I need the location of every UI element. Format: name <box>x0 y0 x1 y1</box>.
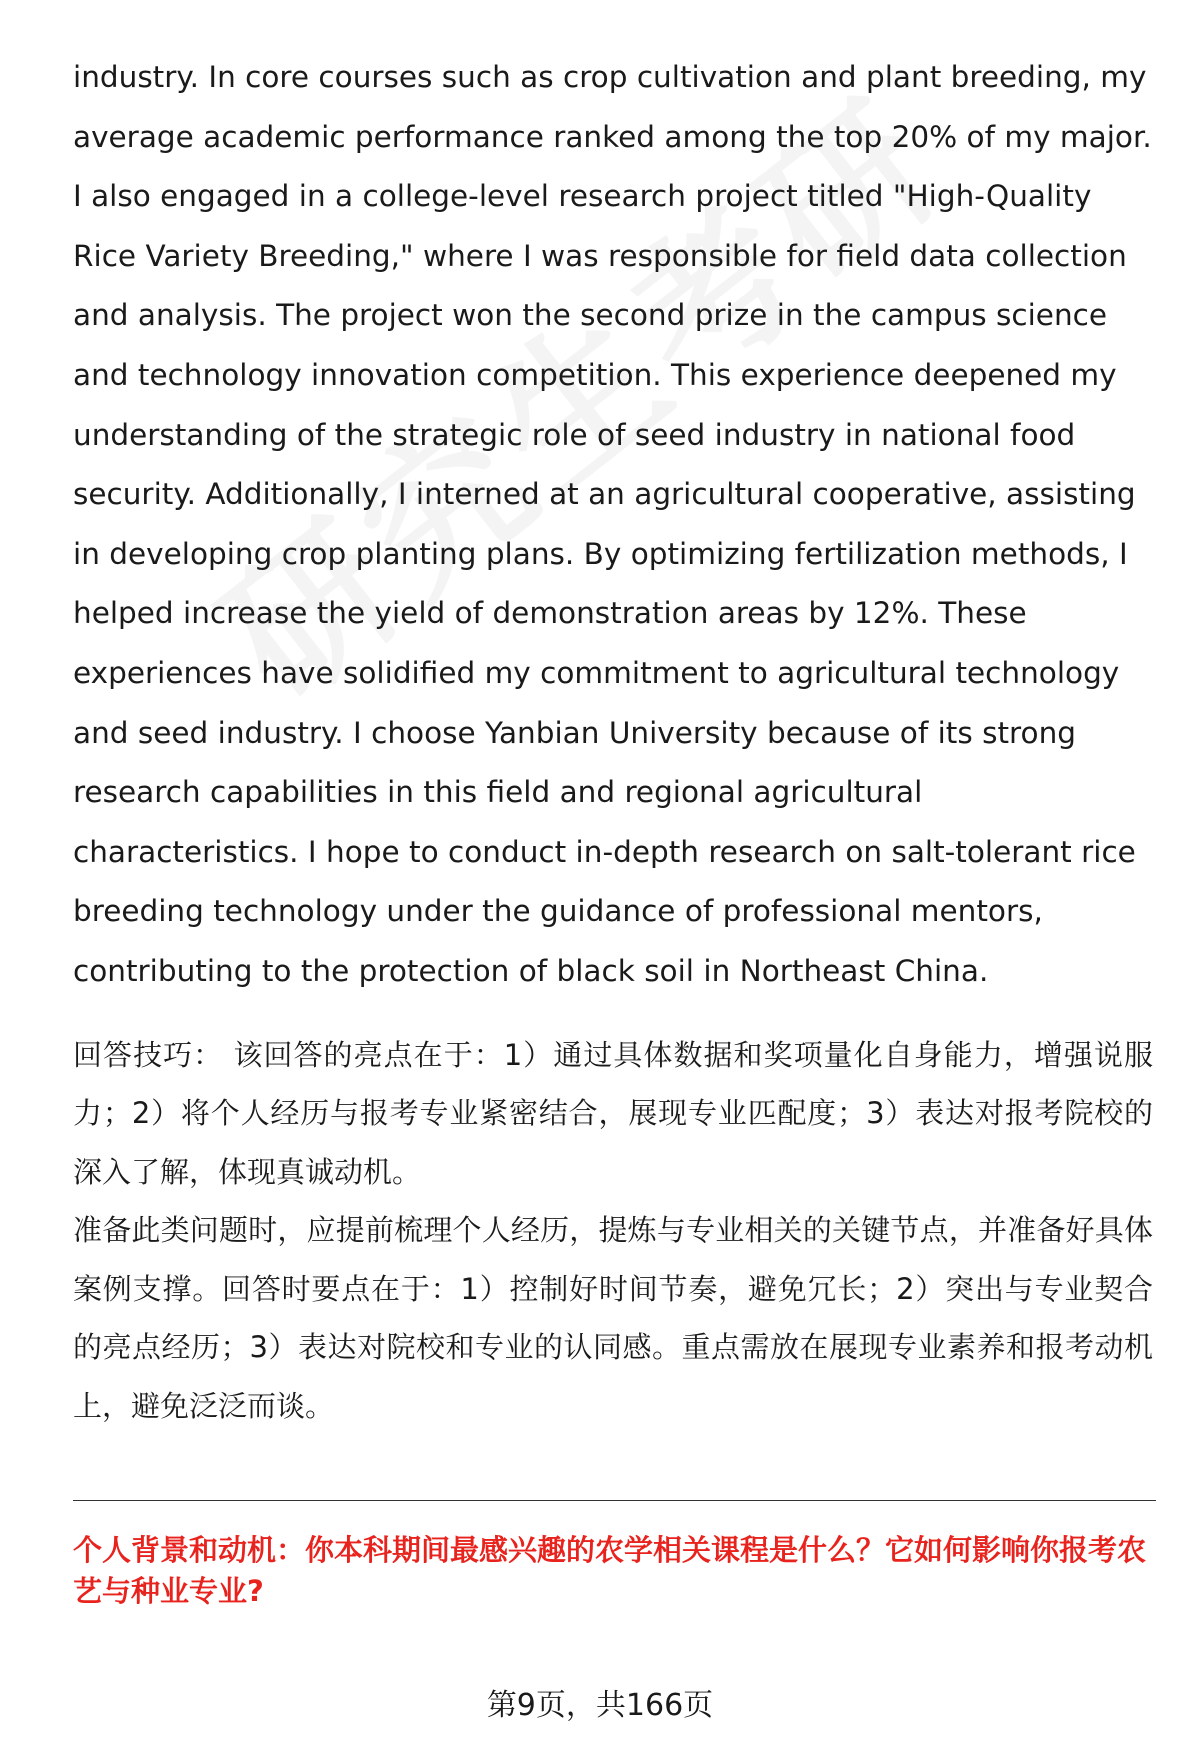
answer-tips-paragraph: 回答技巧： 该回答的亮点在于：1）通过具体数据和奖项量化自身能力，增强说服力；2）将个人经历与报考专业紧密结合，展现专业匹配度；3）表达对报考院校的深入了解，体现真诚动机。 <box>73 1037 1153 1189</box>
section-divider <box>73 1500 1156 1501</box>
page-number-footer: 第9页，共166页 <box>486 1688 714 1723</box>
next-question-heading: 个人背景和动机：你本科期间最感兴趣的农学相关课程是什么？它如何影响你报考农艺与种业专业? <box>73 1533 1147 1608</box>
main-content <box>73 48 1153 1436</box>
preparation-advice-paragraph: 准备此类问题时，应提前梳理个人经历，提炼与专业相关的关键节点，并准备好具体案例支撑。回答时要点在于：1）控制好时间节奏，避免冗长；2）突出与专业契合的亮点经历；3）表达对院校和专业的认同感。重点需放在展现专业素养和报考动机上，避免泛泛而谈。 <box>73 1213 1153 1424</box>
answer-paragraph: industry. In core courses such as crop cultivation and plant breeding, my average academic performance ranked among the top 20% of my major. I also engaged in a college-level research project titled "High-Quality Rice Variety Breeding," where I was responsible for field data collection and analysis. The project won the second prize in the campus science and technology innovation competition. This experience deepened my understanding of the strategic role of seed industry in national food security. Additionally, I interned at an agricultural cooperative, assisting in developing crop planting plans. By optimizing fertilization methods, I helped increase the yield of demonstration areas by 12%. These experiences have solidified my commitment to agricultural technology and seed industry. I choose Yanbian University because of its strong research capabilities in this field and regional agricultural characteristics. I hope to conduct in-depth research on salt-tolerant rice breeding technology under the guidance of professional mentors, contributing to the protection of black soil in Northeast China. <box>73 60 1152 988</box>
